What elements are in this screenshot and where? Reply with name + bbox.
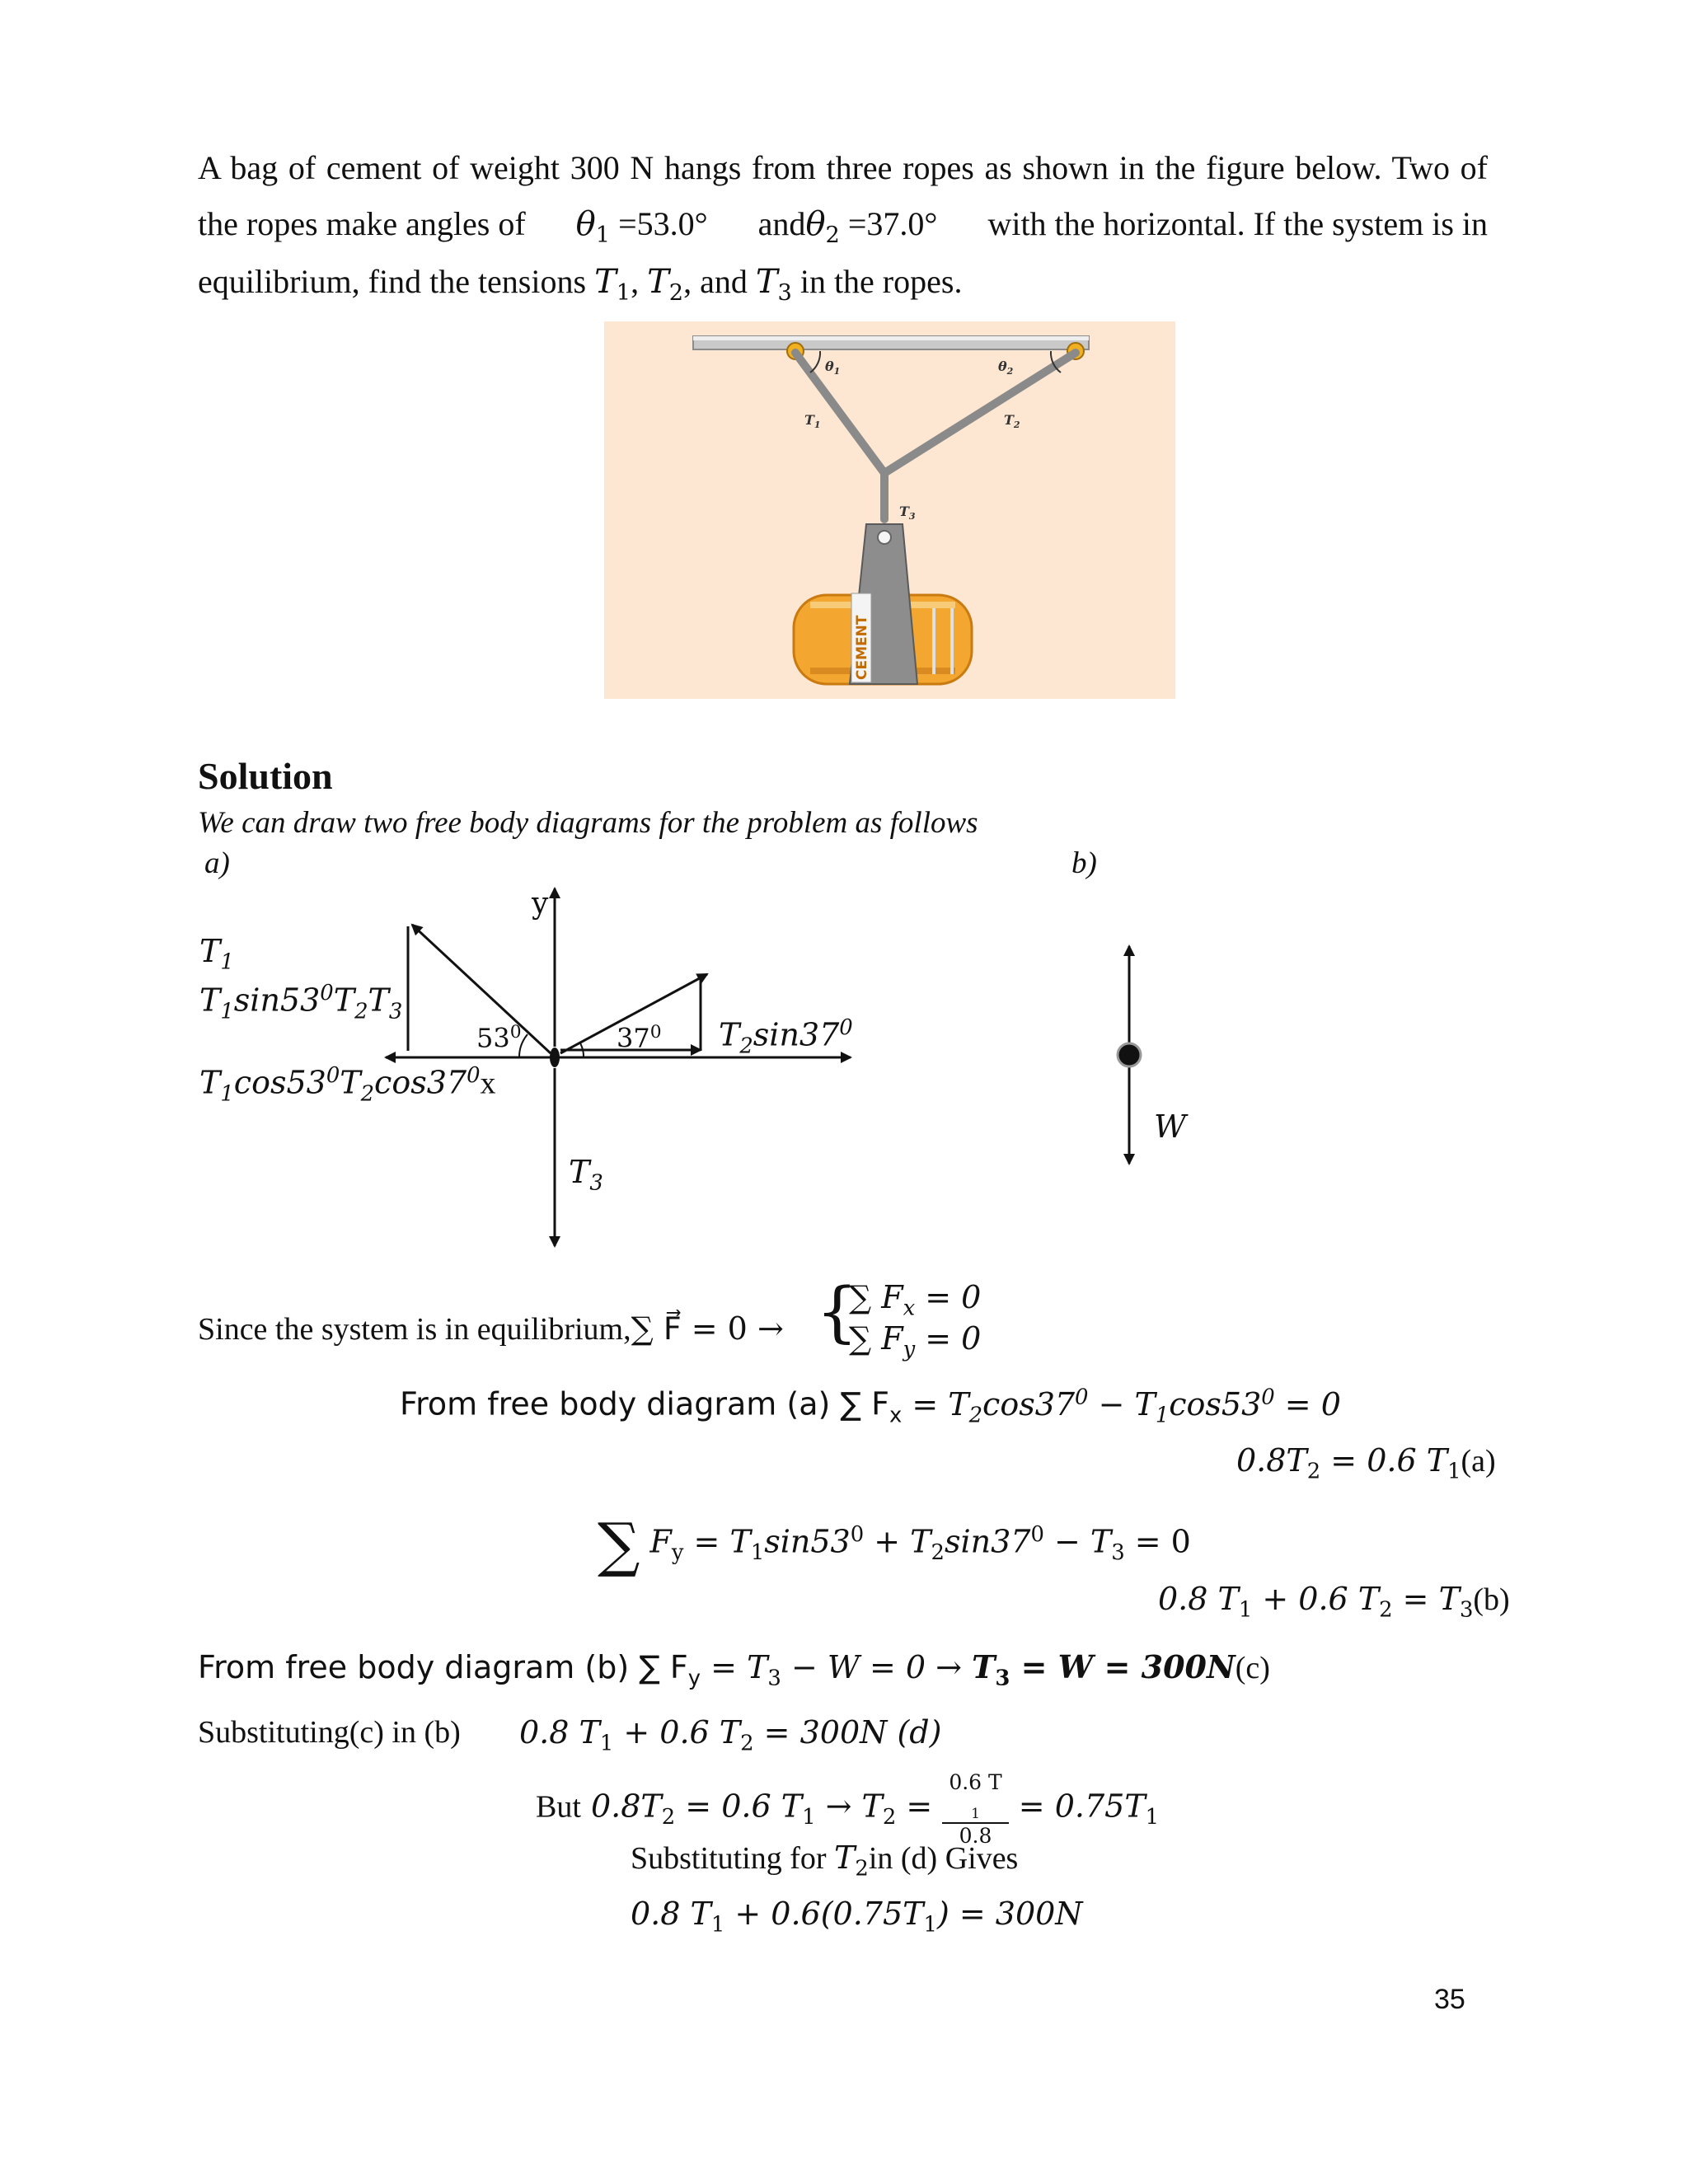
fbd-b-label: b) xyxy=(1071,846,1097,880)
fbd-a-label: a) xyxy=(204,846,230,880)
theta1-label: $\theta_1$ xyxy=(825,359,841,377)
fraction-t2: 0.6 T $_1$ 0.8 xyxy=(942,1770,1008,1848)
substituting-label: Substituting(c) in (b) xyxy=(198,1715,461,1750)
weight-label: W xyxy=(1154,1108,1187,1145)
origin-point xyxy=(550,1047,560,1067)
equilibrium-statement: Since the system is in equilibrium,∑ F⃗ = 0 → xyxy=(198,1310,784,1347)
solution-heading: Solution xyxy=(198,755,333,797)
bag-text: CEMENT xyxy=(854,615,870,680)
eq-but: But $0.8T_2 = 0.6$ $T_1 \to T_2$ = 0.6 T $_1$ 0.8 = $0.75T_1$ xyxy=(536,1770,1160,1848)
fbd-t2sin-label: $T_2\sin 37^0$ xyxy=(719,1015,853,1059)
theta2-label: $\theta_2$ xyxy=(998,359,1014,377)
cement-bag-figure xyxy=(604,321,1175,699)
problem-line-2: the ropes make angles of $\theta_1 =53.0^\circ$ andθ$_2$ =37.0° with the horizontal. If the system is in xyxy=(198,205,1488,248)
eq-sum-fy: ∑ $F_y = T_1\sin 53^0 + T_2\sin 37^0 - T_3 = 0$ xyxy=(598,1510,1191,1579)
fbd-t1sin-line: $T_1\sin 53^0T_2T_3$ xyxy=(199,981,403,1024)
eq-sum-fy-zero: ∑ $F_y = 0$ xyxy=(849,1320,982,1362)
eq-final: 0.8 $T_1 + 0.6(0.75T_1) = 300N$ xyxy=(631,1896,1083,1938)
fbd-t3-label: $T_3$ xyxy=(569,1154,603,1196)
eq-b-result: 0.8 $T_1 + 0.6$ $T_2 = T_3(b)$ xyxy=(1158,1581,1510,1623)
fbd-t1-label: $T_1$ xyxy=(199,933,234,975)
fbd-b-mass-point xyxy=(1118,1043,1141,1066)
solution-intro: We can draw two free body diagrams for the problem as follows xyxy=(198,806,978,840)
problem-line-3: equilibrium, find the tensions $T_1$, $T_2$, and $T_3$ in the ropes. xyxy=(198,263,963,306)
page-number: 35 xyxy=(1434,1984,1465,2015)
t2-figure-label: $T_2$ xyxy=(1004,412,1020,430)
fbd-cos-line: $T_1\cos 53^0T_2\cos 37^0x$ xyxy=(199,1063,496,1107)
eq-fbd-a-sum-fx: From free body diagram (a) ∑ $F_x = T_2\cos 37^0 - T_1\cos 53^0 = 0$ xyxy=(400,1385,1341,1428)
eq-fbd-b-sum-fy: From free body diagram (b) ∑ $F_y = T_3 - W = 0 \to T_3 = W = 300N(c)$ xyxy=(198,1648,1270,1691)
eq-sum-fx-zero: ∑ $F_x = 0$ xyxy=(849,1279,982,1321)
problem-line-1: A bag of cement of weight 300 N hangs from three ropes as shown in the figure below. Two of xyxy=(198,149,1488,186)
t3-figure-label: $T_3$ xyxy=(899,504,916,522)
eq-d: 0.8 $T_1 + 0.6$ $T_2 = 300N$ (d) xyxy=(519,1714,942,1756)
equations-brace: { xyxy=(816,1273,858,1350)
y-axis-label: y xyxy=(532,887,549,921)
eq-a-result: $0.8T_2 = 0.6$ $T_1(a)$ xyxy=(1236,1442,1496,1484)
t1-figure-label: $T_1$ xyxy=(804,412,821,430)
angle-37-label: $37^0$ xyxy=(617,1022,662,1054)
substituting-for-t2: Substituting for $T_2in$ (d) Gives xyxy=(631,1840,1019,1882)
angle-53-label: $53^0$ xyxy=(476,1022,522,1054)
